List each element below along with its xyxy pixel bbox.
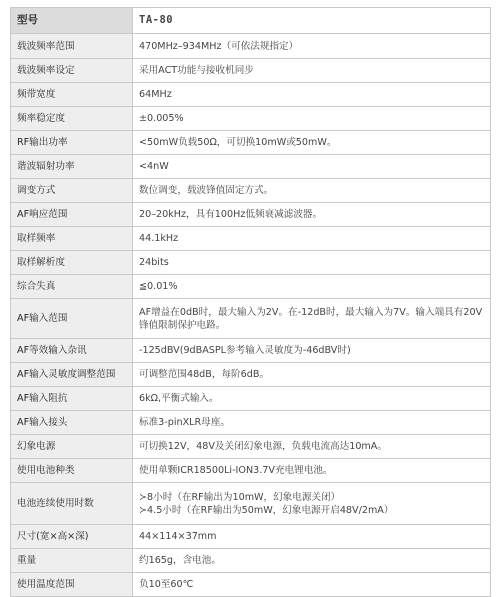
- spec-value: <4nW: [133, 155, 491, 179]
- spec-value: 24bits: [133, 251, 491, 275]
- spec-value: 470MHz–934MHz（可依法规指定）: [133, 34, 491, 59]
- spec-label: 频带宽度: [11, 83, 133, 107]
- spec-label: 电池连续使用时数: [11, 483, 133, 525]
- spec-row: [11, 299, 491, 339]
- spec-label: 频率稳定度: [11, 107, 133, 131]
- spec-label: 谐波辐射功率: [11, 155, 133, 179]
- spec-row: [11, 251, 491, 275]
- spec-row: [11, 83, 491, 107]
- spec-value: ≦0.01%: [133, 275, 491, 299]
- spec-value: 可切换12V，48V及关闭幻象电源，负载电流高达10mA。: [133, 435, 491, 459]
- spec-value: 约165g，含电池。: [133, 549, 491, 573]
- spec-label: AF输入阻抗: [11, 387, 133, 411]
- spec-value: 数位调变，载波锋值固定方式。: [133, 179, 491, 203]
- spec-label: 使用温度范围: [11, 573, 133, 597]
- spec-value: AF增益在0dB时，最大输入为2V。在-12dB时，最大输入为7V。输入端具有20V锋值限制保护电路。: [133, 299, 491, 339]
- spec-row: [11, 59, 491, 83]
- spec-row: [11, 459, 491, 483]
- spec-header-label: 型号: [11, 8, 133, 34]
- spec-value: 64MHz: [133, 83, 491, 107]
- spec-row: [11, 34, 491, 59]
- spec-label: 重量: [11, 549, 133, 573]
- spec-header-value: TA-80: [133, 8, 491, 34]
- spec-label: AF输入接头: [11, 411, 133, 435]
- spec-label: 幻象电源: [11, 435, 133, 459]
- spec-value: 6kΩ,平衡式输入。: [133, 387, 491, 411]
- spec-row: [11, 107, 491, 131]
- spec-header-row: [11, 8, 491, 34]
- spec-row: [11, 203, 491, 227]
- spec-label: 载波频率范围: [11, 34, 133, 59]
- spec-row: [11, 411, 491, 435]
- spec-value: 标准3-pinXLR母座。: [133, 411, 491, 435]
- spec-row: [11, 549, 491, 573]
- battery-line-1: ≻8小时（在RF输出为10mW，幻象电源关闭）: [139, 491, 341, 503]
- spec-label: AF响应范围: [11, 203, 133, 227]
- spec-row: [11, 387, 491, 411]
- spec-row: [11, 131, 491, 155]
- spec-label: 尺寸(宽×高×深): [11, 525, 133, 549]
- spec-table: [10, 7, 491, 597]
- spec-value-multiline: [133, 483, 491, 525]
- spec-label: AF等效输入杂讯: [11, 339, 133, 363]
- spec-row: [11, 483, 491, 525]
- spec-value: 可调整范围48dB，每阶6dB。: [133, 363, 491, 387]
- spec-label: AF输入灵敏度调整范围: [11, 363, 133, 387]
- spec-row: [11, 227, 491, 251]
- spec-label: 使用电池种类: [11, 459, 133, 483]
- spec-row: [11, 435, 491, 459]
- spec-value: 负10至60℃: [133, 573, 491, 597]
- spec-value: 采用ACT功能与接收机同步: [133, 59, 491, 83]
- spec-label: 取样频率: [11, 227, 133, 251]
- spec-label: AF输入范围: [11, 299, 133, 339]
- spec-label: 取样解析度: [11, 251, 133, 275]
- spec-label: RF输出功率: [11, 131, 133, 155]
- spec-row: [11, 339, 491, 363]
- spec-value: 44×114×37mm: [133, 525, 491, 549]
- spec-value: -125dBV(9dBASPL参考输入灵敏度为-46dBV时): [133, 339, 491, 363]
- spec-label: 综合失真: [11, 275, 133, 299]
- spec-row: [11, 363, 491, 387]
- spec-value: 44.1kHz: [133, 227, 491, 251]
- spec-row: [11, 525, 491, 549]
- spec-row: [11, 573, 491, 597]
- spec-row: [11, 179, 491, 203]
- spec-value: 使用单颗ICR18500Li-ION3.7V充电锂电池。: [133, 459, 491, 483]
- battery-line-2: ≻4.5小时（在RF输出为50mW，幻象电源开启48V/2mA）: [139, 504, 394, 516]
- spec-value: <50mW负载50Ω，可切换10mW或50mW。: [133, 131, 491, 155]
- spec-value: ±0.005%: [133, 107, 491, 131]
- spec-label: 调变方式: [11, 179, 133, 203]
- spec-row: [11, 155, 491, 179]
- spec-row: [11, 275, 491, 299]
- spec-label: 载波频率设定: [11, 59, 133, 83]
- spec-value: 20–20kHz，具有100Hz低频衰减滤波器。: [133, 203, 491, 227]
